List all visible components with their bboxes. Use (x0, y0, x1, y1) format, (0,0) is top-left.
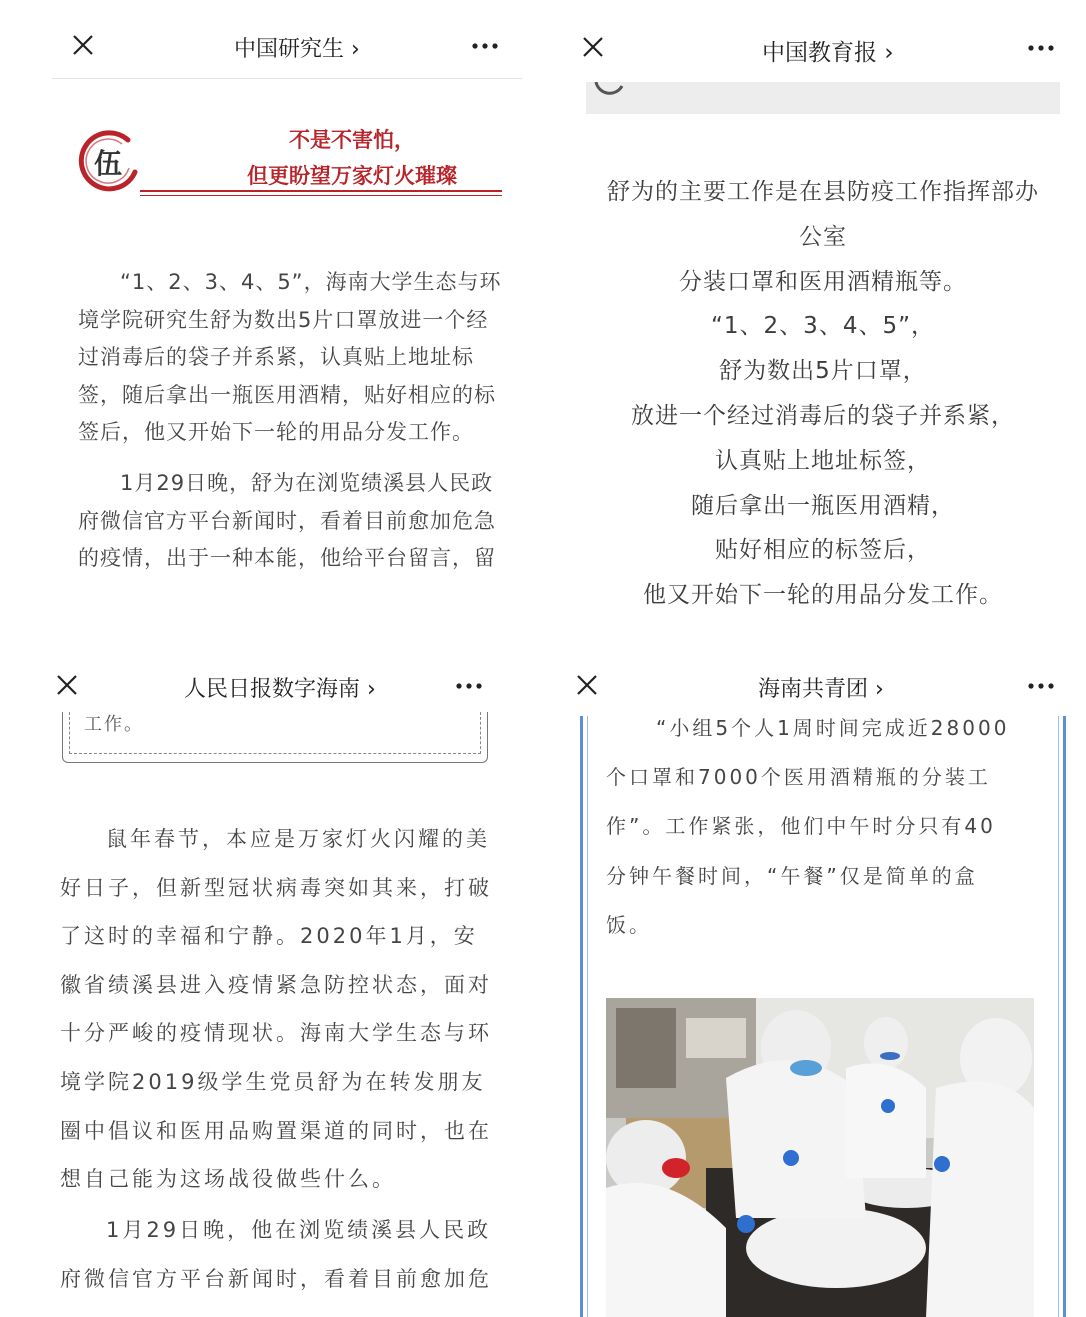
account-title[interactable]: 中国教育报 › (762, 40, 894, 66)
chevron-right-icon: › (875, 677, 884, 702)
account-title[interactable]: 海南共青团 › (758, 677, 884, 702)
panel-peoples-daily-hainan (42, 650, 512, 1317)
chevron-right-icon: › (884, 40, 894, 66)
article-paragraph: “1、2、3、4、5”，海南大学生态与环 境学院研究生舒为数出5片口罩放进一个经 过消毒后的袋子并系紧，认真贴上地址标 签，随后拿出一瓶医用酒精，贴好相应的标 签后，他又开始下一轮的用品分发工作。 (78, 270, 502, 445)
heading-rule (140, 190, 502, 192)
close-icon[interactable] (70, 32, 96, 58)
volunteers-packing-photo (606, 998, 1034, 1317)
chevron-right-icon: › (367, 677, 376, 702)
top-bar (570, 0, 1086, 78)
article-paragraph: 鼠年春节，本应是万家灯火闪耀的美 好日子，但新型冠状病毒突如其来，打破 了这时的幸福和宁静。2020年1月，安 徽省绩溪县进入疫情紧急防控状态，面对 十分严峻的疫情现状。海南大学生态与环 境学院2019级学生党员舒为在转发朋友 圈中倡议和医用品购置渠道的同时，也在 想自己能为这场战役做些什么。 (60, 827, 492, 1192)
article-paragraph: 1月29日晚，舒为在浏览绩溪县人民政 府微信官方平台新闻时，看着目前愈加危急 的疫情，出于一种本能，他给平台留言，留 (78, 471, 496, 571)
top-bar (52, 0, 522, 79)
account-title[interactable]: 中国研究生 › (234, 37, 360, 62)
section-number: 伍 (94, 147, 123, 180)
more-icon[interactable] (1026, 38, 1056, 58)
panel-china-education-daily (570, 0, 1086, 640)
account-title[interactable]: 人民日报数字海南 › (184, 677, 376, 702)
article-paragraph: 1月29日晚，他在浏览绩溪县人民政 府微信官方平台新闻时，看着目前愈加危 (60, 1218, 492, 1291)
close-icon[interactable] (54, 672, 80, 698)
more-icon[interactable] (454, 676, 484, 696)
top-bar (42, 650, 512, 718)
more-icon[interactable] (1026, 676, 1056, 696)
close-icon[interactable] (574, 672, 600, 698)
cut-off-text: 工作。 (84, 714, 144, 735)
panel-china-graduate (52, 0, 522, 640)
section-heading-line-2: 但更盼望万家灯火璀璨 (247, 164, 457, 188)
image-bottom-edge (586, 82, 1060, 114)
centered-article-text: 舒为的主要工作是在县防疫工作指挥部办 公室 分装口罩和医用酒精瓶等。 “1、2、3、4、5”， 舒为数出5片口罩， 放进一个经过消毒后的袋子并系紧， 认真贴上地址标签， 随后拿出一瓶医用酒精， 贴好相应的标签后， 他又开始下一轮的用品分发工作。 (607, 179, 1039, 609)
article-paragraph: “小组5个人1周时间完成近28000 个口罩和7000个医用酒精瓶的分装工 作”。工作紧张，他们中午时分只有40 分钟午餐时间，“午餐”仅是简单的盒 饭。 (606, 716, 1010, 937)
more-icon[interactable] (470, 36, 500, 56)
heading-rule-thin (140, 195, 502, 196)
close-icon[interactable] (580, 34, 606, 60)
section-number-emblem (78, 128, 144, 194)
chevron-right-icon: › (351, 37, 360, 62)
section-heading-line-1: 不是不害怕， (289, 128, 415, 152)
panel-hainan-youth-league (560, 650, 1086, 1317)
